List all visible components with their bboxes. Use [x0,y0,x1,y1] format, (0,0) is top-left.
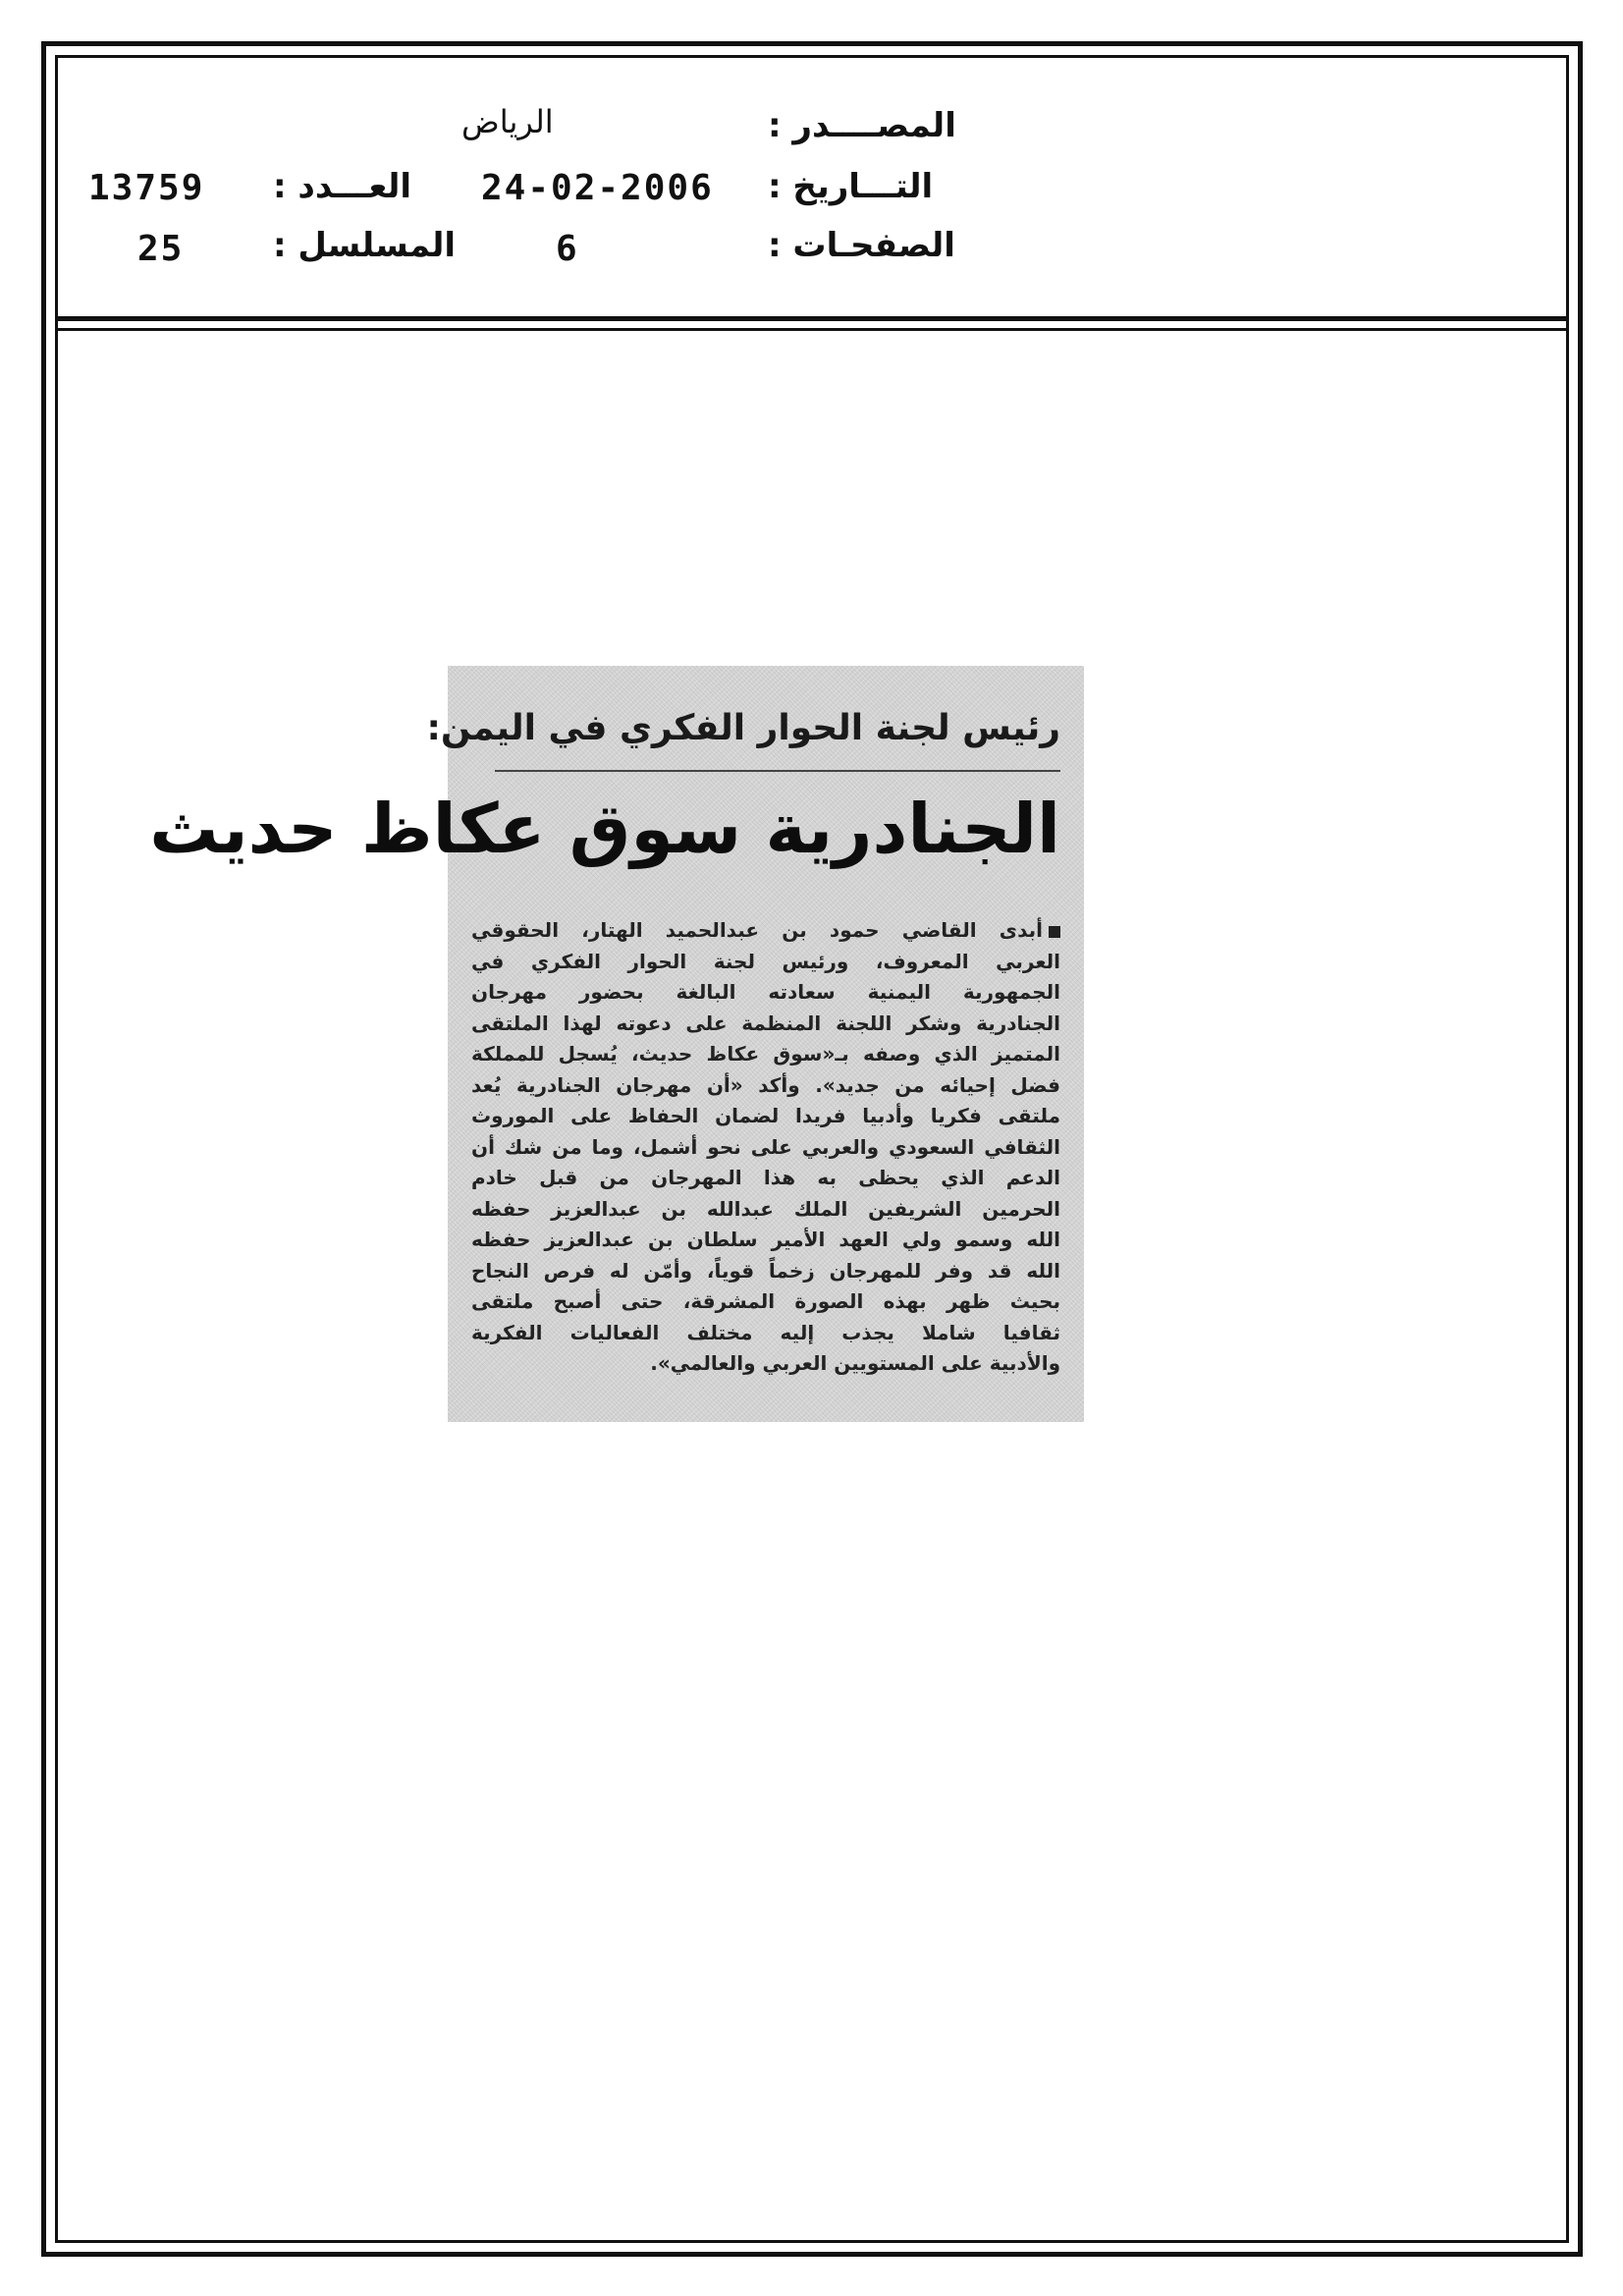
date-label: التـــاريخ : [768,167,934,206]
article-body-line: الله وسمو ولي العهد الأمير سلطان بن عبدالعزيز حفظه [471,1228,1060,1251]
serial-value: 25 [137,229,185,269]
pages-value: 6 [556,229,579,269]
bullet-square-icon [1049,926,1060,938]
article-body-line: الجمهورية اليمنية سعادته البالغة بحضور مهرجان [471,980,1060,1004]
article-body-line: والأدبية على المستويين العربي والعالمي». [650,1351,1060,1375]
article-body-line: العربي المعروف، ورئيس لجنة الحوار الفكري في [471,949,1060,973]
article-body [471,915,1060,1380]
article-rule [495,770,1060,772]
date-value: 24-02-2006 [481,168,714,208]
article-body-line: أبدى القاضي حمود بن عبدالحميد الهتار، الحقوقي [471,915,1060,947]
article-body-line: الثقافي السعودي والعربي على نحو أشمل، وما من شك أن [471,1134,1060,1159]
issue-label: العـــدد : [273,167,411,206]
article-body-line: المتميز الذي وصفه بـ«سوق عكاظ حديث، يُسجل للمملكة [471,1042,1060,1066]
article-body-line: الحرمين الشريفين الملك عبدالله بن عبدالعزيز حفظه [471,1196,1060,1221]
article-body-line: الله قد وفر للمهرجان زخماً قوياً، وأمّن له فرص النجاح [471,1258,1060,1283]
header-divider-thin [55,328,1569,331]
header-divider-thick [55,316,1569,321]
source-value: الرياض [461,103,554,140]
article-body-line: فضل إحيائه من جديد». وأكد «أن مهرجان الجنادرية يُعد [471,1072,1060,1097]
article-body-line: الدعم الذي يحظى به هذا المهرجان من قبل خادم [471,1166,1060,1189]
article-body-line: بحيث ظهر بهذه الصورة المشرقة، حتى أصبح ملتقى [471,1289,1060,1313]
pages-label: الصفحـات : [768,226,955,265]
newspaper-clipping [149,666,1084,1422]
article-body-line: ملتقى فكريا وأدبيا فريدا لضمان الحفاظ على الموروث [471,1104,1060,1127]
article-kicker: رئيس لجنة الحوار الفكري في اليمن: [426,708,1060,748]
issue-value: 13759 [88,168,205,208]
article-headline: الجنادرية سوق عكاظ حديث [149,789,1060,869]
serial-label: المسلسل : [273,226,457,265]
article-body-line: ثقافيا شاملا يجذب إليه مختلف الفعاليات الفكرية [471,1320,1060,1344]
source-label: المصــــدر : [768,106,956,145]
article-body-line: الجنادرية وشكر اللجنة المنظمة على دعوته لهذا الملتقى [471,1011,1060,1035]
